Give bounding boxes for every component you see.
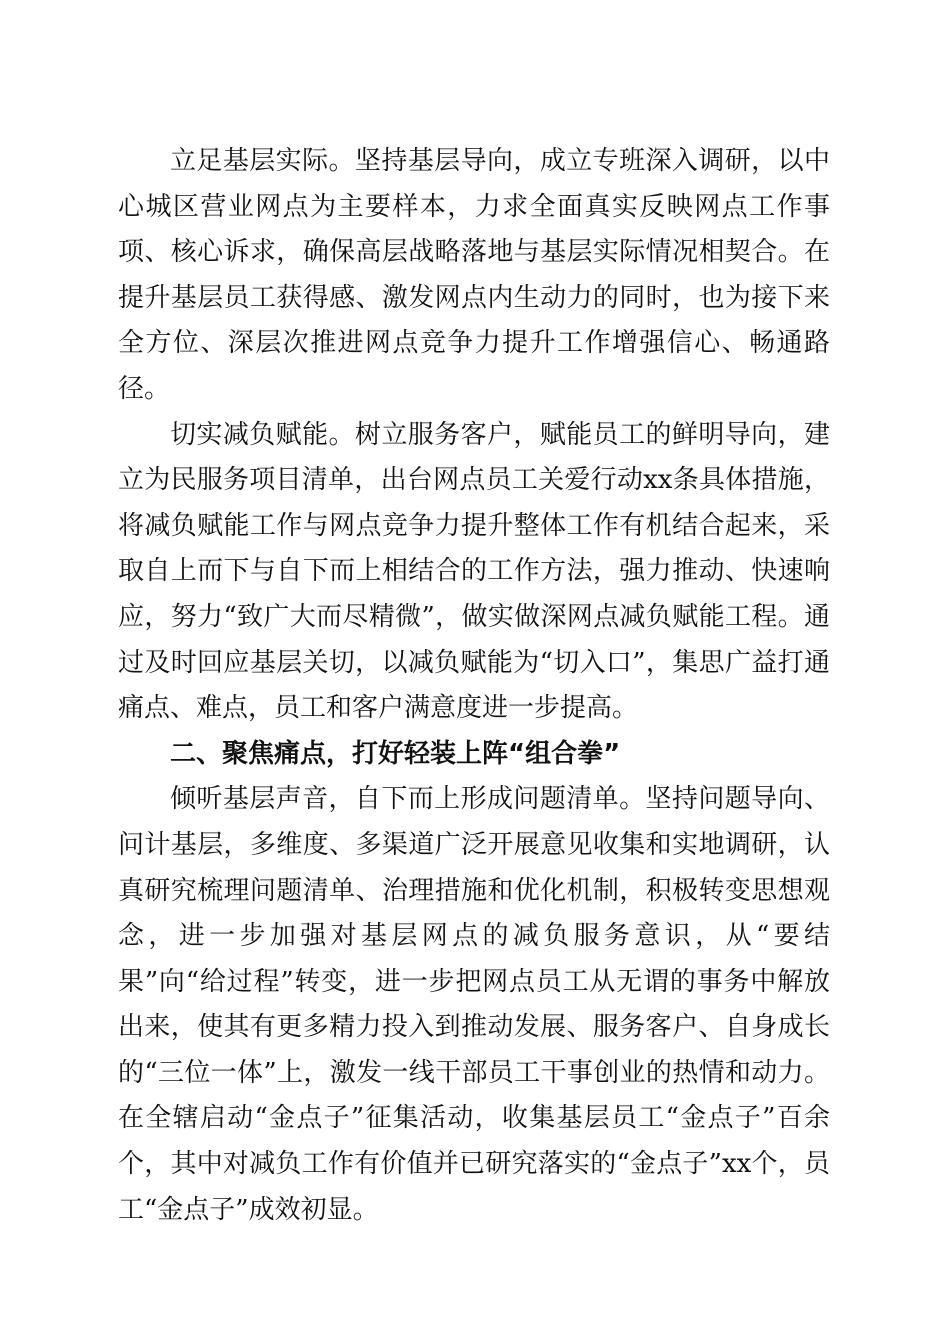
document-body xyxy=(118,139,830,1233)
paragraph-grassroots-reality: 立足基层实际。坚持基层导向，成立专班深入调研，以中心城区营业网点为主要样本，力求全面真实反映网点工作事项、核心诉求，确保高层战略落地与基层实际情况相契合。在提升基层员工获得感、激发网点内生动力的同时，也为接下来全方位、深层次推进网点竞争力提升工作增强信心、畅通路径。 xyxy=(118,146,830,404)
paragraph-burden-reduction: 切实减负赋能。树立服务客户，赋能员工的鲜明导向，建立为民服务项目清单，出台网点员工关爱行动xx条具体措施，将减负赋能工作与网点竞争力提升整体工作有机结合起来，采取自上而下与自下而上相结合的工作方法，强力推动、快速响应，努力“致广大而尽精微”，做实做深网点减负赋能工程。通过及时回应基层关切，以减负赋能为“切入口”，集思广益打通痛点、难点，员工和客户满意度进一步提高。 xyxy=(118,419,830,724)
paragraph-listen-grassroots: 倾听基层声音，自下而上形成问题清单。坚持问题导向、问计基层，多维度、多渠道广泛开展意见收集和实地调研，认真研究梳理问题清单、治理措施和优化机制，积极转变思想观念，进一步加强对基层网点的减负服务意识，从“要结果”向“给过程”转变，进一步把网点员工从无谓的事务中解放出来，使其有更多精力投入到推动发展、服务客户、自身成长的“三位一体”上，激发一线干部员工干事创业的热情和动力。在全辖启动“金点子”征集活动，收集基层员工“金点子”百余个，其中对减负工作有价值并已研究落实的“金点子”xx个，员工“金点子”成效初显。 xyxy=(118,784,830,1225)
section-heading-2: 二、聚焦痛点，打好轻装上阵“组合拳” xyxy=(170,738,621,769)
